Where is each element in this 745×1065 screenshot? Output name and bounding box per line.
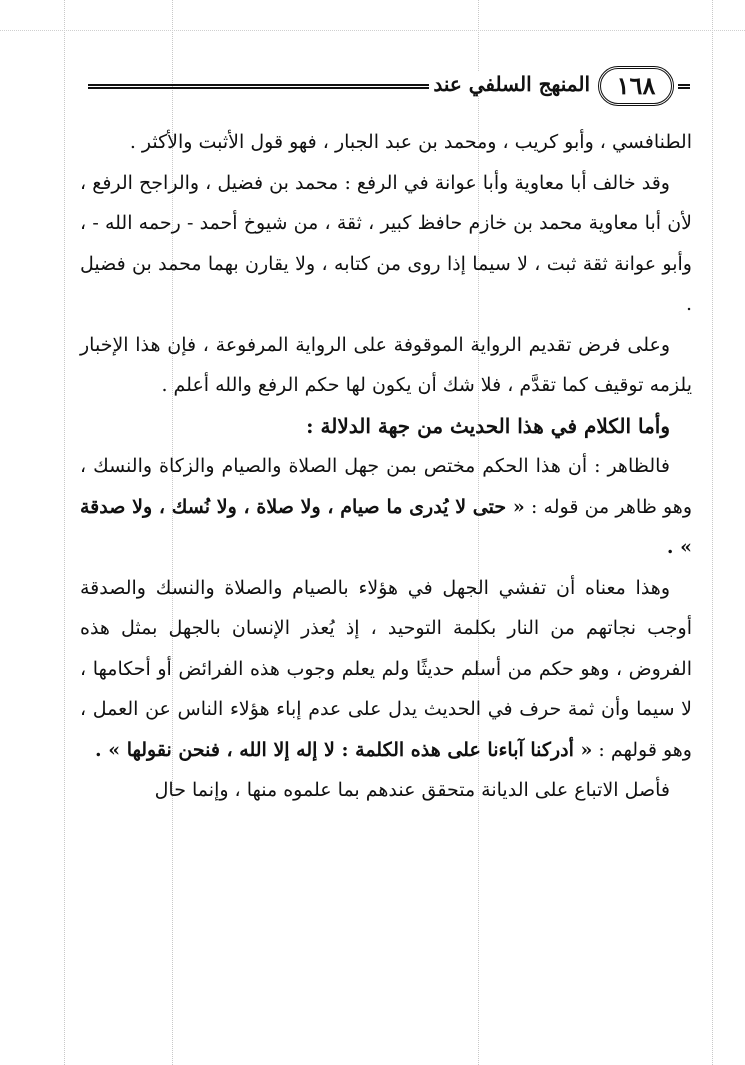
running-title: المنهج السلفي عند: [429, 72, 594, 96]
paragraph: وقد خالف أبا معاوية وأبا عوانة في الرفع : محمد بن فضيل ، والراجح الرفع ، لأن أبا معاوية محمد بن خازم حافظ كبير ، ثقة ، من شيوخ أحمد - رحمه الله - ، وأبو عوانة ثقة ثبت ، لا سيما إذا روى من كتابه ، ولا يقارن بهما محمد بن فضيل .: [80, 171, 692, 315]
paragraph: الطنافسي ، وأبو كريب ، ومحمد بن عبد الجبار ، فهو قول الأثبت والأكثر .: [129, 131, 692, 153]
section-heading: وأما الكلام في هذا الحديث من جهة الدلالة :: [306, 413, 670, 438]
header-rule: [678, 84, 690, 89]
page-body: [80, 122, 692, 811]
page-header: [70, 66, 692, 112]
page-number: ١٦٨: [598, 66, 674, 106]
hadith-quote: « أدركنا آباءنا على هذه الكلمة : لا إله إلا الله ، فنحن نقولها » .: [95, 738, 593, 761]
scan-guide-line: [64, 0, 65, 1065]
paragraph: [80, 446, 692, 568]
paragraph: وعلى فرض تقديم الرواية الموقوفة على الرواية المرفوعة ، فإن هذا الإخبار يلزمه توقيف كما تقدَّم ، فلا شك أن يكون لها حكم الرفع والله أعلم .: [80, 333, 692, 396]
hadith-quote: « حتى لا يُدرى ما صيام ، ولا صلاة ، ولا نُسك ، ولا صدقة » .: [80, 495, 692, 558]
paragraph: فأصل الاتباع على الديانة متحقق عندهم بما علموه منها ، وإنما حال: [154, 779, 670, 801]
scan-guide-line: [0, 30, 745, 31]
paragraph-text: فالظاهر : أن هذا الحكم مختص بمن جهل الصلاة والصيام والزكاة والنسك ، وهو ظاهر من قوله :: [80, 455, 693, 518]
scan-guide-line: [712, 0, 713, 1065]
paragraph: [80, 568, 692, 771]
paragraph-text: وهذا معناه أن تفشي الجهل في هؤلاء بالصيام والصلاة والنسك والصدقة أوجب نجاتهم من النار بكلمة التوحيد ، إذ يُعذر الإنسان بالجهل بمثل هذه الفروض ، وهو حكم من أسلم حديثًا ولم يعلم وجوب هذه الفرائض أو أحكامها ، لا سيما وأن ثمة حرف في الحديث يدل على عدم إباء هؤلاء الناس عن العمل ، وهو قولهم :: [80, 576, 692, 761]
